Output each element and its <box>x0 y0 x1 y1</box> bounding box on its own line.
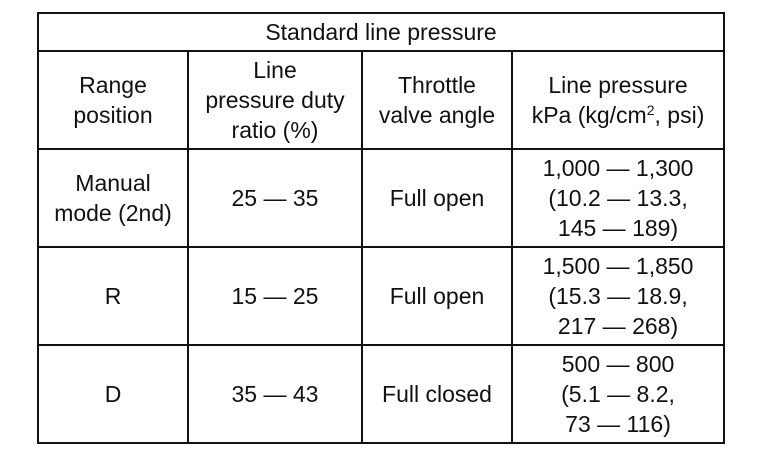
table-row <box>38 345 724 443</box>
cell-throttle-angle: Full open <box>362 149 512 247</box>
header-throttle-angle: Throttle valve angle <box>362 51 512 149</box>
cell-range-position: R <box>38 247 188 345</box>
cell-line-pressure: 1,500 — 1,850 (15.3 — 18.9, 217 — 268) <box>512 247 724 345</box>
table-title-row <box>38 13 724 51</box>
table-title: Standard line pressure <box>38 13 724 51</box>
header-line-pressure <box>512 51 724 149</box>
header-line-pressure-text: Line pressure kPa (kg/cm <box>531 72 688 128</box>
header-range-position: Range position <box>38 51 188 149</box>
cell-throttle-angle: Full open <box>362 247 512 345</box>
line-pressure-table <box>37 12 725 444</box>
cell-duty-ratio: 35 — 43 <box>188 345 362 443</box>
table-row <box>38 149 724 247</box>
cell-line-pressure: 500 — 800 (5.1 — 8.2, 73 — 116) <box>512 345 724 443</box>
table-header-row <box>38 51 724 149</box>
cell-duty-ratio: 15 — 25 <box>188 247 362 345</box>
table-row <box>38 247 724 345</box>
header-line-pressure-units: , psi) <box>654 102 705 128</box>
cell-duty-ratio: 25 — 35 <box>188 149 362 247</box>
cell-range-position: D <box>38 345 188 443</box>
header-duty-ratio: Line pressure duty ratio (%) <box>188 51 362 149</box>
cell-throttle-angle: Full closed <box>362 345 512 443</box>
cell-range-position: Manual mode (2nd) <box>38 149 188 247</box>
cell-line-pressure: 1,000 — 1,300 (10.2 — 13.3, 145 — 189) <box>512 149 724 247</box>
header-line-pressure-superscript: 2 <box>646 102 655 118</box>
